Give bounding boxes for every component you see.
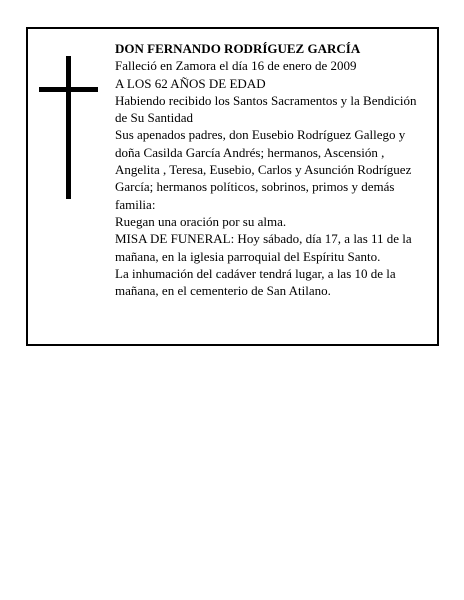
cross-horizontal-bar [39, 87, 98, 92]
funeral-mass: MISA DE FUNERAL: Hoy sábado, día 17, a las 11 de la mañana, en la iglesia parroquial del Espíritu Santo. [115, 231, 412, 264]
cross-icon [39, 56, 98, 199]
death-line: Falleció en Zamora el día 16 de enero de 2009 [115, 58, 357, 74]
sacraments-line: Habiendo recibido los Santos Sacramentos y la Bendición de Su Santidad [115, 92, 417, 126]
age-line: A LOS 62 AÑOS DE EDAD [115, 75, 266, 91]
cross-vertical-bar [66, 56, 71, 199]
notice-text [115, 40, 425, 299]
prayer-request: Ruegan una oración por su alma. [115, 213, 287, 229]
obituary-notice [26, 27, 439, 346]
family-paragraph: Sus apenados padres, don Eusebio Rodríguez Gallego y doña Casilda García Andrés; hermanos, Ascensión , Angelita , Teresa, Eusebio, Carlos y Asunción Rodríguez García; hermanos políticos, sobrinos, primos y demás familia: [115, 127, 412, 212]
deceased-name: DON FERNANDO RODRÍGUEZ GARCÍA [115, 41, 361, 56]
burial-info: La inhumación del cadáver tendrá lugar, a las 10 de la mañana, en el cementerio de San Atilano. [115, 265, 396, 299]
